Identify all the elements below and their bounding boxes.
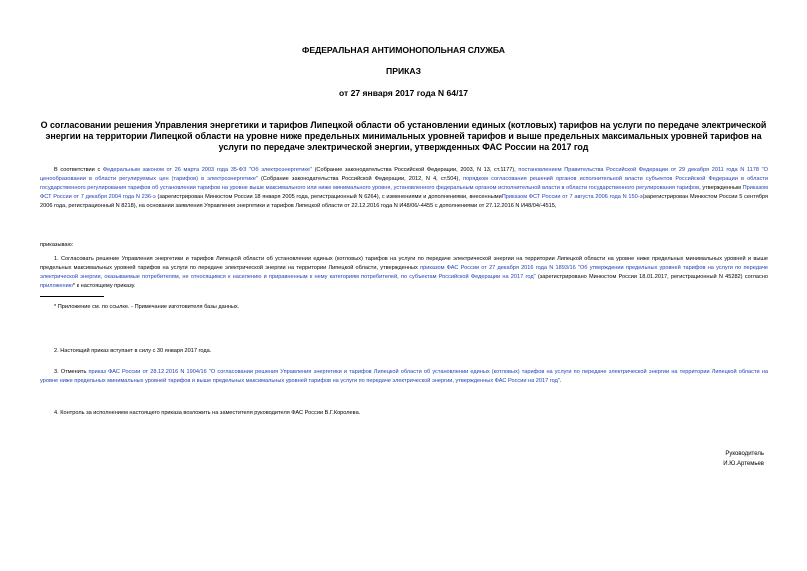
fst-order-236-link[interactable]: Приказом ФСТ России от 7 декабря 2004 года N 236-э xyxy=(40,185,768,200)
fas-order-1893-link[interactable]: приказом ФАС России от 27 декабря 2016 года N 1893/16 "Об утверждении предельных уровней тарифов на услуги по передаче электрической энергии, оказываемые потребителям, не относящимся к населению и приравненным к нему категориям потребителей, по субъектам Российской Федерации на 2017 год" xyxy=(40,265,768,280)
document-type: ПРИКАЗ xyxy=(386,66,421,76)
preamble-text: (зарегистрирован Минюстом России 5 сентября 2006 года, регистрационный N 8218), на основании заявления Управления энергетики и тарифов Липецкой области от 22.12.2016 года N И48/06/-4455 с дополнениями от 27.12.2016 N И48/04/-4515, xyxy=(40,194,769,209)
government-resolution-link[interactable]: постановлением Правительства Российской Федерации от 29 декабря 2011 года N 1178 "О ценообразовании в области регулируемых цен (тарифов) в электроэнергетике" xyxy=(40,167,768,182)
document-date-number: от 27 января 2017 года N 64/17 xyxy=(338,88,469,98)
item-2-paragraph: 2. Настоящий приказ вступает в силу с 30 января 2017 года. xyxy=(54,348,212,354)
preamble-text: (зарегистрирован Минюстом России 18 января 2005 года, регистрационный N 6264), с изменениями и дополнениями, внесенными xyxy=(155,194,502,200)
preamble-text: (Собрание законодательства Российской Федерации, 2012, N 4, ст.504), xyxy=(257,176,464,182)
item-3-text: . xyxy=(559,378,562,384)
document-title: О согласовании решения Управления энергетики и тарифов Липецкой области об установлении единых (котловых) тарифов на услуги по передаче электрической энергии на территории Липецкой области на уровне ниже предельных минимальных уровней тарифов и выше предельных максимальных уровней тарифов на услуги по передаче электрической энергии, утвержденных ФАС России на 2017 год xyxy=(40,120,767,152)
federal-law-link[interactable]: Федеральным законом от 26 марта 2003 года 35-ФЗ "Об электроэнергетике" xyxy=(102,167,312,173)
item-3-text: 3. Отменить xyxy=(54,369,89,375)
preamble-text: , утвержденным xyxy=(699,185,743,191)
signature-name: И.Ю.Артемьев xyxy=(723,461,764,467)
item-1-text: (зарегистрировано Минюстом России 18.01.2017, регистрационный N 45282) согласно xyxy=(535,274,769,280)
item-1-text: * к настоящему приказу. xyxy=(72,283,136,289)
preamble-text: (Собрание законодательства Российской Федерации, 2003, N 13, ст.1177), xyxy=(311,167,519,173)
agency-name: ФЕДЕРАЛЬНАЯ АНТИМОНОПОЛЬНАЯ СЛУЖБА xyxy=(302,45,505,55)
fst-order-150-link[interactable]: Приказом ФСТ России от 7 августа 2006 года N 150-э xyxy=(501,194,643,200)
item-4-paragraph: 4. Контроль за исполнением настоящего приказа возложить на заместителя руководителя ФАС России В.Г.Королева. xyxy=(54,410,361,416)
item-3-paragraph xyxy=(40,368,768,386)
signature-position: Руководитель xyxy=(725,451,764,457)
fas-order-1904-link[interactable]: приказ ФАС России от 28.12.2016 N 1904/16 "О согласовании решения Управления энергетики и тарифов Липецкой области об установлении единых (котловых) тарифов на услуги по передаче электрической энергии на территории Липецкой области на уровне ниже предельных минимальных уровней тарифов и выше предельных максимальных уровней тарифов на услуги по передаче электрической энергии, утвержденных ФАС России на 2017 год" xyxy=(40,369,768,384)
appendix-link[interactable]: приложению xyxy=(40,283,73,289)
footnote-divider xyxy=(40,296,104,297)
signature-block xyxy=(723,449,764,469)
item-1-paragraph xyxy=(40,255,768,291)
preamble-paragraph xyxy=(40,166,768,211)
approval-procedure-link[interactable]: порядком согласования решений органов исполнительной власти субъектов Российской Федерации в области государственного регулирования тарифов об установлении тарифов на уровне выше максимального или ниже минимального уровня, установленного федеральным органом исполнительной власти в области государственного регулирования тарифов xyxy=(40,176,768,191)
orders-word: приказываю: xyxy=(40,242,74,248)
footnote: * Приложение см. по ссылке. - Примечание изготовителя базы данных. xyxy=(54,304,240,310)
item-1-text: 1. Согласовать решение Управления энергетики и тарифов Липецкой области об установлении единых (котловых) тарифов на услуги по передаче электрической энергии на территории Липецкой области на уровне ниже предельных минимальных уровней и выше предельных максимальных уровней тарифов на услуги по передаче электрической энергии на территории Липецкой области, утвержденных xyxy=(40,256,768,271)
preamble-text: В соответствии с xyxy=(54,167,103,173)
